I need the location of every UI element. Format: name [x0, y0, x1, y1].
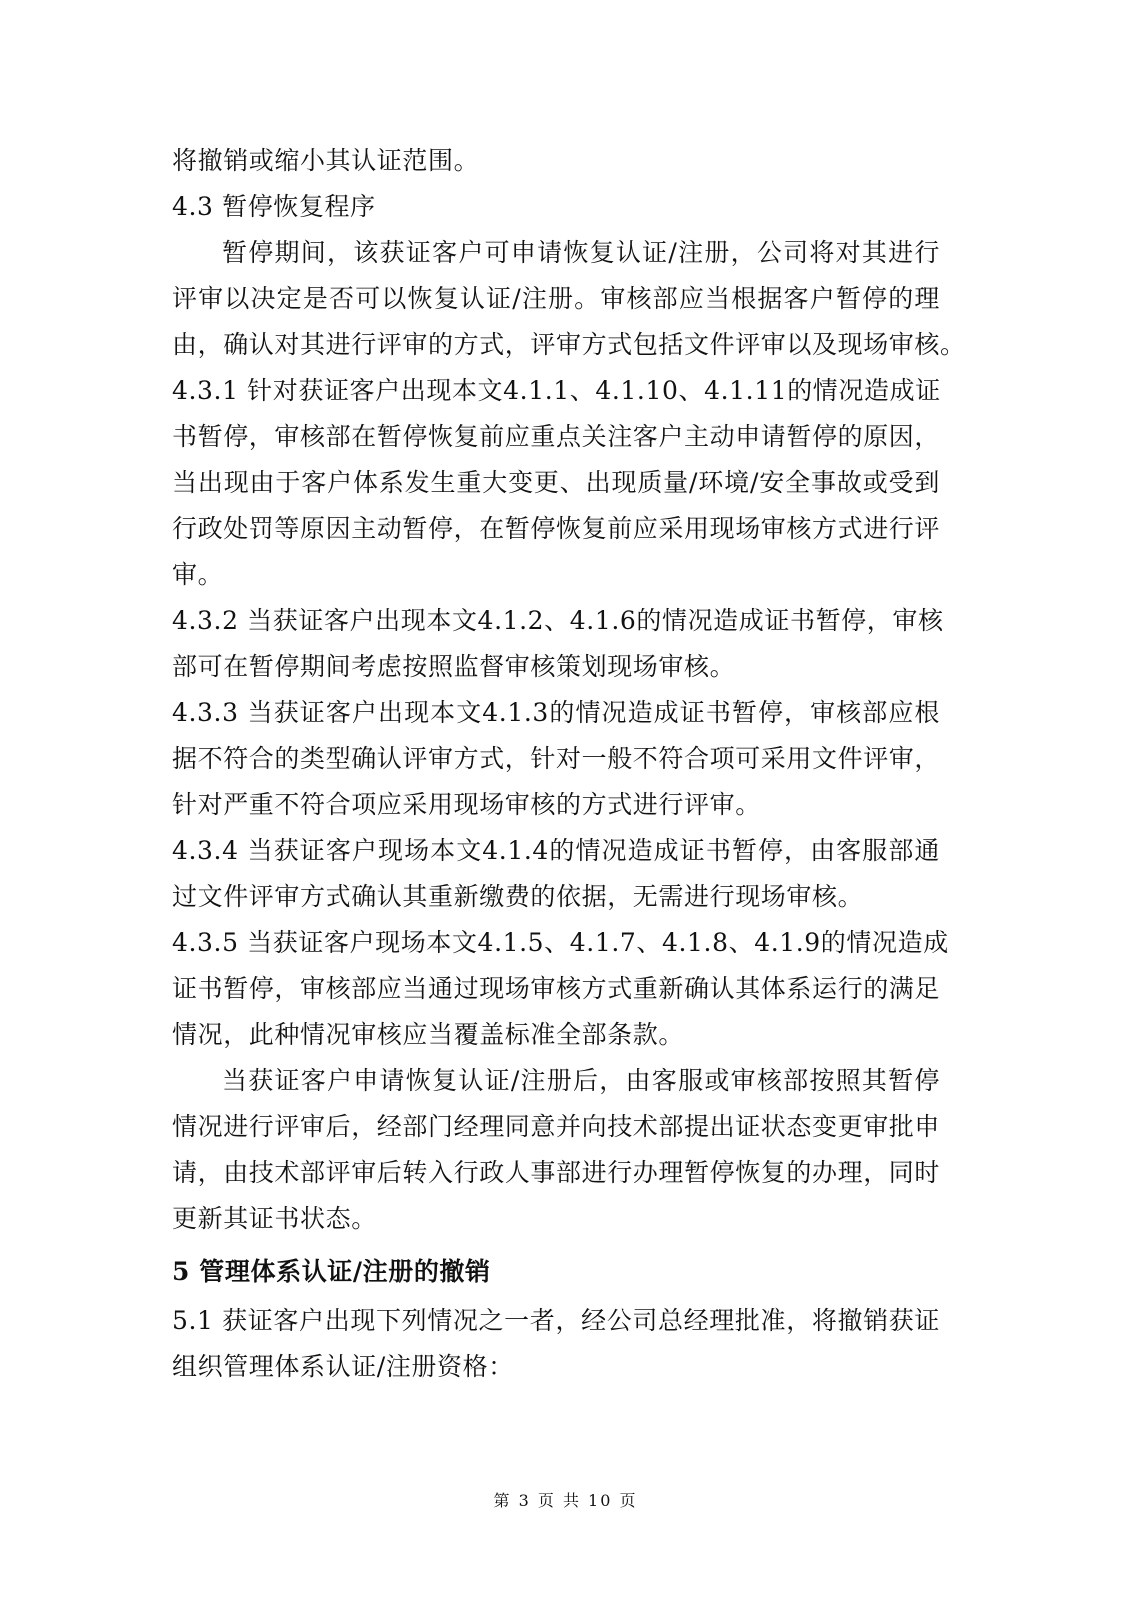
- paragraph-line: 当出现由于客户体系发生重大变更、出现质量/环境/安全事故或受到: [172, 468, 940, 497]
- paragraph-line: 情况进行评审后，经部门经理同意并向技术部提出证状态变更审批申: [172, 1112, 941, 1141]
- document-body: [172, 138, 966, 1390]
- page-footer: 第 3 页 共 10 页: [493, 1491, 638, 1510]
- section-heading-5: 5 管理体系认证/注册的撤销: [172, 1257, 491, 1286]
- paragraph-line: 情况，此种情况审核应当覆盖标准全部条款。: [172, 1020, 685, 1049]
- paragraph-line: 当获证客户申请恢复认证/注册后，由客服或审核部按照其暂停: [222, 1066, 940, 1095]
- paragraph-line: 行政处罚等原因主动暂停，在暂停恢复前应采用现场审核方式进行评: [172, 514, 941, 543]
- paragraph-line: 据不符合的类型确认评审方式，针对一般不符合项可采用文件评审，: [172, 744, 941, 773]
- clause-5-1: 5.1 获证客户出现下列情况之一者，经公司总经理批准，将撤销获证: [172, 1306, 940, 1335]
- paragraph-line: 审。: [172, 560, 224, 589]
- clause-4-3-3: 4.3.3 当获证客户出现本文4.1.3的情况造成证书暂停，审核部应根: [172, 698, 940, 727]
- paragraph-line: 过文件评审方式确认其重新缴费的依据，无需进行现场审核。: [172, 882, 864, 911]
- paragraph-line: 更新其证书状态。: [172, 1204, 377, 1233]
- paragraph-line: 评审以决定是否可以恢复认证/注册。审核部应当根据客户暂停的理: [172, 284, 940, 313]
- section-heading-4-3: 4.3 暂停恢复程序: [172, 192, 376, 221]
- paragraph-line: 书暂停，审核部在暂停恢复前应重点关注客户主动申请暂停的原因，: [172, 422, 941, 451]
- paragraph-line: 组织管理体系认证/注册资格：: [172, 1352, 514, 1381]
- paragraph-line: 针对严重不符合项应采用现场审核的方式进行评审。: [172, 790, 761, 819]
- clause-4-3-5: 4.3.5 当获证客户现场本文4.1.5、4.1.7、4.1.8、4.1.9的情况造成: [172, 928, 949, 957]
- paragraph-line: 由，确认对其进行评审的方式，评审方式包括文件评审以及现场审核。: [172, 330, 966, 359]
- paragraph-line: 请，由技术部评审后转入行政人事部进行办理暂停恢复的办理，同时: [172, 1158, 941, 1187]
- paragraph-line: 将撤销或缩小其认证范围。: [172, 146, 480, 175]
- paragraph-line: 证书暂停，审核部应当通过现场审核方式重新确认其体系运行的满足: [172, 974, 941, 1003]
- clause-4-3-4: 4.3.4 当获证客户现场本文4.1.4的情况造成证书暂停，由客服部通: [172, 836, 940, 865]
- paragraph-line: 暂停期间，该获证客户可申请恢复认证/注册，公司将对其进行: [222, 238, 940, 267]
- paragraph-line: 部可在暂停期间考虑按照监督审核策划现场审核。: [172, 652, 736, 681]
- clause-4-3-1: 4.3.1 针对获证客户出现本文4.1.1、4.1.10、4.1.11的情况造成证: [172, 376, 941, 405]
- clause-4-3-2: 4.3.2 当获证客户出现本文4.1.2、4.1.6的情况造成证书暂停，审核: [172, 606, 944, 635]
